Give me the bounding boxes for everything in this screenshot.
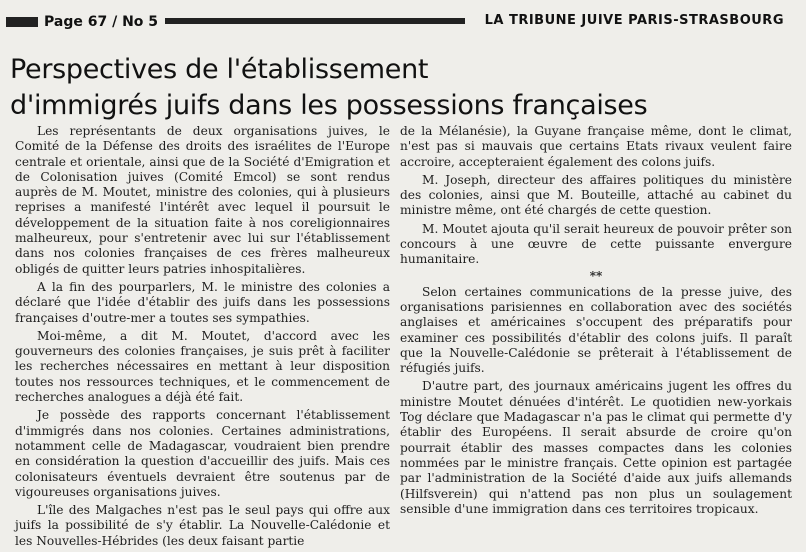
paragraph: M. Joseph, directeur des affaires politiques du ministère des colonies, ainsi que M. Bouteille, attaché au cabinet du ministre même, ont été chargés de cette question. xyxy=(400,172,792,218)
paragraph: A la fin des pourparlers, M. le ministre des colonies a déclaré que l'idée d'établir des juifs dans les possessions françaises d'outre-mer a toutes ses sympathies. xyxy=(15,279,390,325)
section-separator: ** xyxy=(589,268,603,283)
paragraph: Je possède des rapports concernant l'établissement d'immigrés dans nos colonies. Certaines administrations, notamment celle de Madagascar, voudraient bien prendre en considération la question d'accueillir des juifs. Mais ces colonisateurs éventuels devraient être soutenus par de vigoureuses organisations juives. xyxy=(15,408,390,499)
paragraph: Les représentants de deux organisations juives, le Comité de la Défense des droits des israélites de l'Europe centrale et orientale, ainsi que de la Société d'Emigration et de Colonisation juives (Comité Emcol) se sont rendus auprès de M. Moutet, ministre des colonies, qui à plusieurs reprises a manifesté l'intérêt avec lequel il poursuit le développement de la situation faite à nos coreligionnaires malheureux, pour s'entretenir avec lui sur l'établissement dans nos colonies françaises de ces frères malheureux obligés de quitter leurs patries inhospitalières. xyxy=(15,124,390,276)
paragraph: Selon certaines communications de la presse juive, des organisations parisiennes en collaboration avec des sociétés anglaises et américaines s'occupent des préparatifs pour examiner ces possibilités d'établir des colons juifs. Il paraît que la Nouvelle-Calédonie se prêterait à l'établissement de réfugiés juifs. xyxy=(400,284,792,376)
paragraph-continuation: de la Mélanésie), la Guyane française même, dont le climat, n'est pas si mauvais que certains Etats rivaux veulent faire accroire, accepteraient également des colons juifs. xyxy=(400,124,792,169)
title-line-2: d'immigrés juifs dans les possessions françaises xyxy=(10,90,648,121)
paragraph: Moi-même, a dit M. Moutet, d'accord avec les gouverneurs des colonies françaises, je suis prêt à faciliter les recherches nécessaires en mettant à leur disposition toutes nos ressources techniques, et le commencement de recherches analogues a déjà été fait. xyxy=(15,328,390,405)
right-column xyxy=(400,124,792,520)
masthead: LA TRIBUNE JUIVE PARIS-STRASBOURG xyxy=(484,13,784,28)
left-column xyxy=(15,124,390,552)
page-header xyxy=(0,0,806,44)
paragraph: D'autre part, des journaux américains jugent les offres du ministre Moutet dénuées d'intérêt. Le quotidien new-yorkais Tog déclare que Madagascar n'a pas le climat qui permette d'y établir des Européens. Il serait absurde de croire qu'on pourrait établir des masses compactes dans les colonies nommées par le ministre français. Cette opinion est partagée par l'administration de la Société d'aide aux juifs allemands (Hilfsverein) qui n'attend pas non plus un soulagement sensible d'une immigration dans ces territoires tropicaux. xyxy=(400,379,792,516)
paragraph: M. Moutet ajouta qu'il serait heureux de pouvoir prêter son concours à une œuvre de cette puissante envergure humanitaire. xyxy=(400,221,792,267)
article-title xyxy=(10,52,800,124)
page-label xyxy=(6,14,158,30)
page-label-text: Page 67 / No 5 xyxy=(44,14,159,30)
paragraph: L'île des Malgaches n'est pas le seul pays qui offre aux juifs la possibilité de s'y établir. La Nouvelle-Calédonie et les Nouvelles-Hébrides (les deux faisant partie xyxy=(15,503,390,548)
header-rule xyxy=(165,18,465,24)
header-bar-mark xyxy=(6,17,38,27)
title-line-1: Perspectives de l'établissement xyxy=(10,54,429,85)
